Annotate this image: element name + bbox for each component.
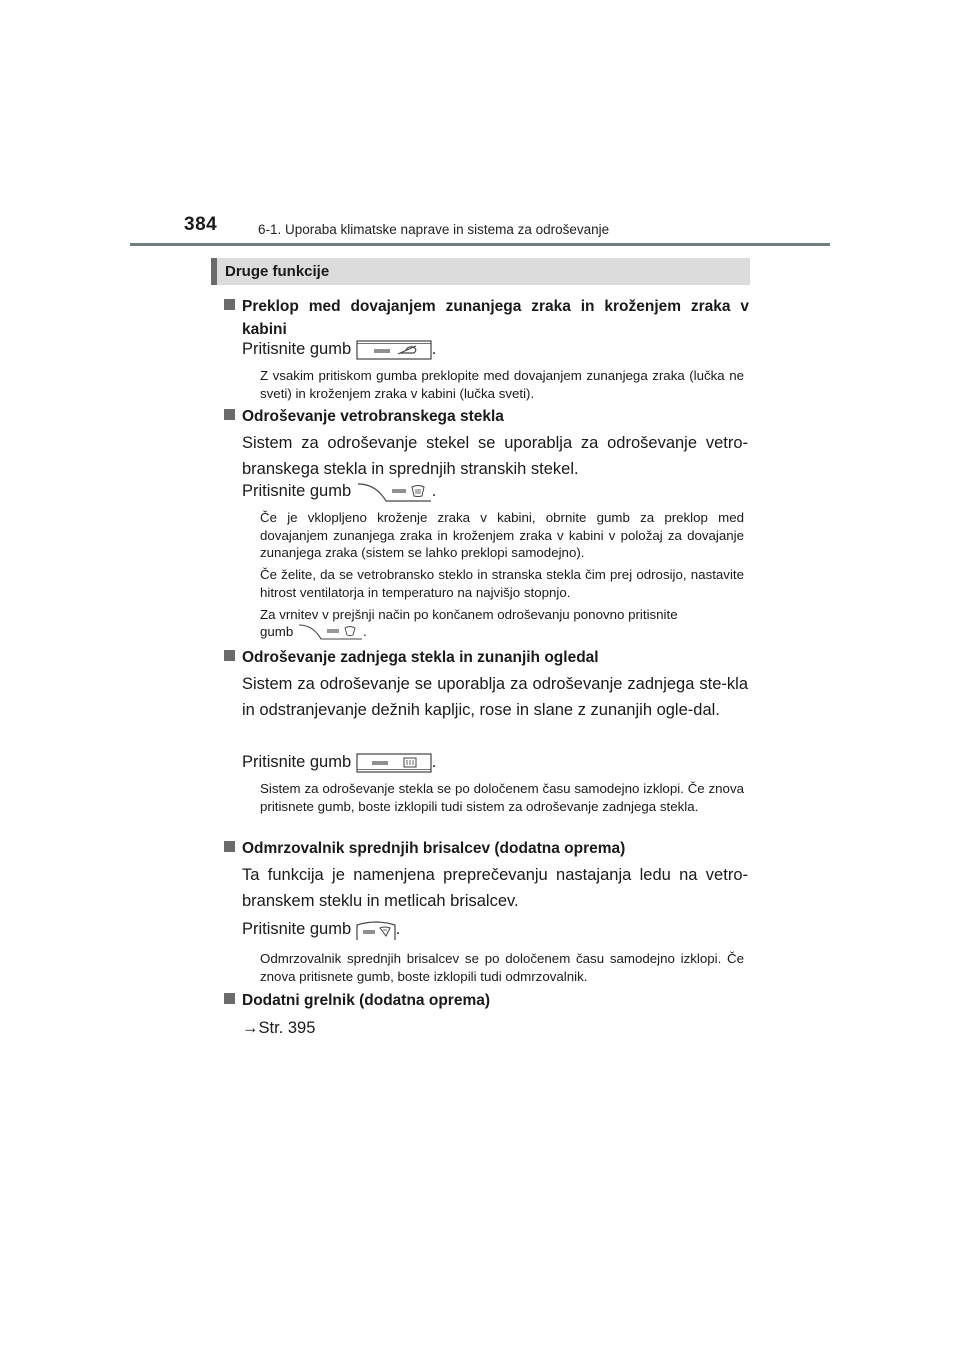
press-instruction-recirculation: Pritisnite gumb .	[242, 340, 437, 358]
press-instruction-rear: Pritisnite gumb .	[242, 753, 437, 771]
heading-additional-heater: Dodatni grelnik (dodatna oprema)	[224, 989, 749, 1012]
note-recirculation: Z vsakim pritiskom gumba preklopite med dovajanjem zunanjega zraka (lučka ne sveti) in kroženjem zraka v kabini (lučka sveti).	[260, 368, 744, 401]
note-windshield-press: gumb .	[260, 623, 367, 641]
note-windshield-3: Za vrnitev v prejšnji način po končanem odroševanju ponovno pritisnite	[260, 607, 678, 622]
heading-windshield-defog: Odroševanje vetrobranskega stekla	[224, 405, 749, 428]
page-number: 384	[184, 214, 218, 235]
bullet-square-icon	[224, 841, 235, 852]
wiper-deicer-button-icon	[356, 919, 396, 941]
note-rear-defog: Sistem za odroševanje stekla se po določenem času samodejno izklopi. Če znova pritisnete gumb, boste izklopili tudi sistem za odroševanje zadnjega stekla.	[260, 781, 744, 814]
section-accent	[211, 258, 217, 285]
windshield-defog-button-icon	[356, 481, 432, 503]
note-windshield-2: Če želite, da se vetrobransko steklo in stranska stekla čim prej odrosijo, nastavite hitrost ventilatorja in temperaturo na najvišjo stopnjo.	[260, 567, 744, 600]
heading-wiper-deicer: Odmrzovalnik sprednjih brisalcev (dodatna oprema)	[224, 837, 749, 860]
press-instruction-windshield: Pritisnite gumb .	[242, 480, 436, 503]
page-reference-link[interactable]: →Str. 395	[242, 1019, 316, 1037]
bullet-square-icon	[224, 993, 235, 1004]
note-wiper-deicer: Odmrzovalnik sprednjih brisalcev se po določenem času samodejno izklopi. Če znova pritisnete gumb, boste izklopili tudi odmrzovalnik.	[260, 951, 744, 984]
recirculation-button-icon	[356, 340, 432, 360]
body-wiper-deicer: Ta funkcija je namenjena preprečevanju nastajanja ledu na vetro-branskem steklu in metlicah brisalcev.	[242, 866, 748, 910]
note-windshield-1: Če je vklopljeno kroženje zraka v kabini, obrnite gumb za preklop med dovajanjem zunanjega zraka in kroženjem zraka v kabini v položaj za dovajanje zunanjega zraka (sistem se lahko preklopi samodejno).	[260, 510, 744, 560]
windshield-defog-button-icon-small	[297, 623, 363, 641]
bullet-square-icon	[224, 299, 235, 310]
heading-recirculation: Preklop med dovajanjem zunanjega zraka in kroženjem zraka v kabini	[224, 295, 749, 341]
bullet-square-icon	[224, 409, 235, 420]
body-windshield-defog: Sistem za odroševanje stekel se uporablja za odroševanje vetro-branskega stekla in sprednjih stranskih stekel.	[242, 434, 748, 478]
press-instruction-wiper: Pritisnite gumb .	[242, 918, 400, 941]
heading-rear-defog: Odroševanje zadnjega stekla in zunanjih ogledal	[224, 646, 749, 669]
body-rear-defog: Sistem za odroševanje se uporablja za odroševanje zadnjega ste-kla in odstranjevanje dežnih kapljic, rose in slane z zunanjih ogle-dal.	[242, 675, 748, 719]
section-title: Druge funkcije	[225, 263, 330, 280]
section-header	[211, 258, 750, 285]
header-divider	[130, 243, 830, 246]
rear-defog-button-icon	[356, 753, 432, 773]
bullet-square-icon	[224, 650, 235, 661]
chapter-title: 6-1. Uporaba klimatske naprave in sistema za odroševanje	[258, 222, 610, 237]
